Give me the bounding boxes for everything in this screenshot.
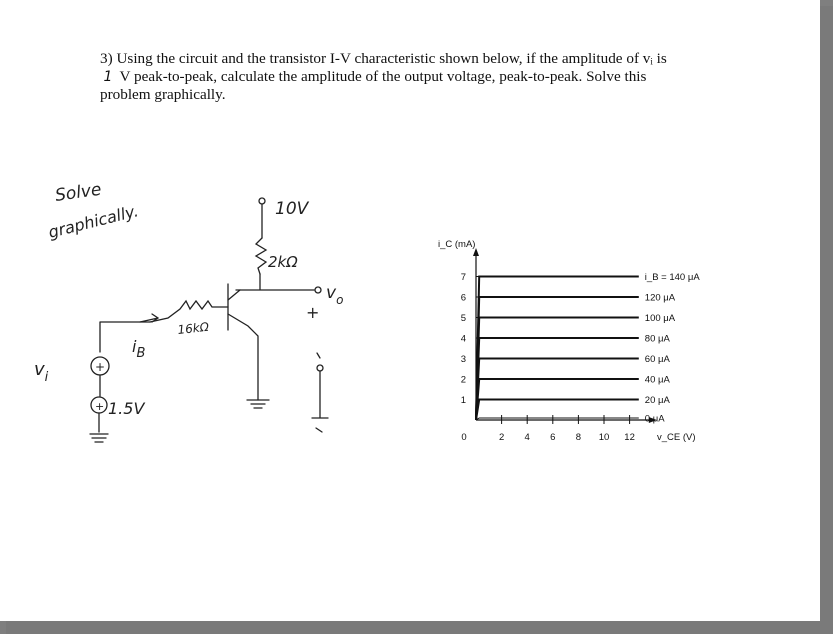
vbb-source-sign: + [95, 400, 105, 413]
transistor-collector-lead [228, 290, 240, 300]
y-tick-label-6: 6 [460, 292, 466, 304]
ib-curve-label-2: 100 μA [644, 313, 676, 324]
x-tick-label-12: 12 [624, 432, 635, 443]
vcc-terminal [259, 198, 265, 204]
ib-curve-label-4: 60 μA [644, 354, 670, 365]
emitter-ground-symbol [247, 400, 269, 408]
ib-label-main: i [132, 337, 137, 356]
vi-label-main: v [34, 359, 45, 380]
vi-label-sub: i [44, 370, 49, 385]
note-solve: Solve [53, 179, 103, 206]
left-ground-symbol [90, 434, 108, 442]
collector-resistor [256, 238, 266, 274]
x-tick-label-6: 6 [550, 432, 556, 443]
problem-line-1: 3) Using the circuit and the transistor I-V characteristic shown below, if the amplitude of vᵢ is [100, 50, 667, 67]
note-graphically: graphically. [46, 201, 141, 242]
y-tick-label-2: 2 [460, 374, 466, 386]
x-axis-title: v_CE (V) [657, 432, 696, 443]
vi-label [34, 359, 49, 385]
x-tick-label-8: 8 [575, 432, 582, 443]
vo-label-sub: o [336, 293, 344, 307]
base-resistor [150, 301, 228, 322]
output-port-terminal [317, 365, 323, 371]
ib-label [132, 337, 145, 361]
vcc-label: 10V [275, 199, 309, 219]
y-tick-label-5: 5 [460, 313, 466, 324]
x-tick-label-0: 0 [461, 432, 467, 443]
vo-plus-sign: + [306, 303, 320, 322]
x-tick-label-2: 2 [498, 432, 505, 443]
vbb-label: 1.5V [108, 399, 145, 418]
iv-chart [438, 239, 700, 443]
y-tick-label-3: 3 [460, 354, 466, 365]
ib-curve-label-6: 20 μA [644, 395, 670, 406]
handwritten-note [46, 180, 140, 242]
vi-source-sign: + [95, 360, 106, 374]
vo-label-main: v [326, 283, 337, 303]
vo-label [326, 283, 343, 307]
transistor-emitter-lead [228, 314, 258, 400]
ib-curve-label-3: 80 μA [644, 333, 670, 345]
ib-curve-label-0: i_B = 140 μA [644, 272, 700, 283]
ib-curve-label-7: 0 μA [644, 413, 665, 425]
output-minus-mark [317, 353, 320, 358]
ib-curve-4 [476, 359, 639, 421]
ib-curve-6 [476, 400, 639, 421]
output-bottom-mark [316, 428, 322, 432]
ib-curve-label-5: 40 μA [644, 374, 670, 386]
rb-label: 16kΩ [176, 319, 210, 337]
y-tick-label-7: 7 [460, 272, 466, 283]
ib-curve-2 [476, 318, 639, 421]
problem-line-3: problem graphically. [100, 86, 226, 103]
chart-curves [476, 277, 639, 421]
y-axis-title: i_C (mA) [438, 239, 476, 250]
collector-wire [236, 274, 314, 290]
ib-label-sub: B [136, 346, 146, 361]
y-tick-label-4: 4 [460, 333, 466, 345]
handwritten-amplitude: 1 [103, 69, 113, 85]
output-port-wire [312, 371, 328, 418]
y-tick-label-1: 1 [460, 395, 466, 406]
vo-terminal [315, 287, 321, 293]
x-tick-label-10: 10 [598, 432, 610, 443]
rc-label: 2kΩ [268, 253, 298, 271]
problem-line-2-text: V peak-to-peak, calculate the amplitude of the output voltage, peak-to-peak. Solve this [119, 68, 647, 85]
ib-curve-0 [476, 277, 639, 421]
x-tick-label-4: 4 [524, 432, 530, 443]
ib-curve-label-1: 120 μA [644, 292, 676, 304]
